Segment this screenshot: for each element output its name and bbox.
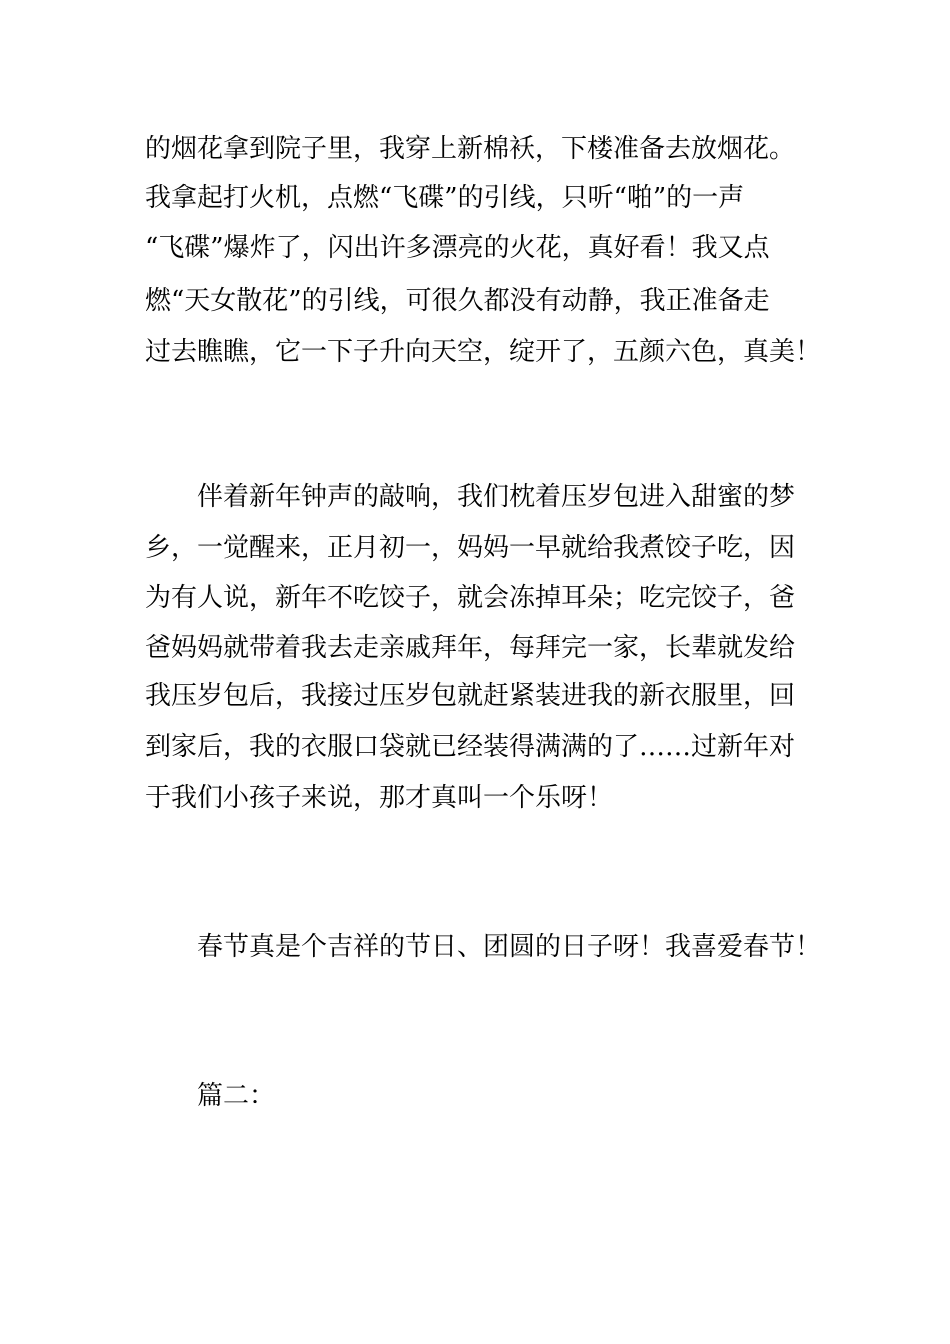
paragraph-3-line-1: 春节真是个吉祥的节日、团圆的日子呀！我喜爱春节！ — [197, 932, 822, 962]
paragraph-1-line-3: “飞碟”爆炸了，闪出许多漂亮的火花，真好看！我又点 — [145, 233, 770, 263]
paragraph-2-line-4: 爸妈妈就带着我去走亲戚拜年，每拜完一家，长辈就发给 — [145, 633, 796, 663]
paragraph-1-line-5: 过去瞧瞧，它一下子升向天空，绽开了，五颜六色，真美！ — [145, 337, 822, 367]
paragraph-1-line-4: 燃“天女散花”的引线，可很久都没有动静，我正准备走 — [145, 286, 770, 316]
paragraph-1-line-2: 我拿起打火机，点燃“飞碟”的引线，只听“啪”的一声 — [145, 183, 745, 213]
paragraph-1-line-1: 的烟花拿到院子里，我穿上新棉袄，下楼准备去放烟花。 — [145, 134, 796, 164]
paragraph-2-line-7: 于我们小孩子来说，那才真叫一个乐呀！ — [145, 783, 614, 813]
section-heading: 篇二： — [197, 1081, 276, 1111]
paragraph-2-line-1: 伴着新年钟声的敲响，我们枕着压岁包进入甜蜜的梦 — [197, 482, 796, 512]
paragraph-2-line-5: 我压岁包后，我接过压岁包就赶紧装进我的新衣服里，回 — [145, 681, 796, 711]
paragraph-2-line-3: 为有人说，新年不吃饺子，就会冻掉耳朵；吃完饺子，爸 — [145, 583, 796, 613]
paragraph-2-line-6: 到家后，我的衣服口袋就已经装得满满的了……过新年对 — [145, 732, 796, 762]
paragraph-2-line-2: 乡，一觉醒来，正月初一，妈妈一早就给我煮饺子吃，因 — [145, 533, 796, 563]
